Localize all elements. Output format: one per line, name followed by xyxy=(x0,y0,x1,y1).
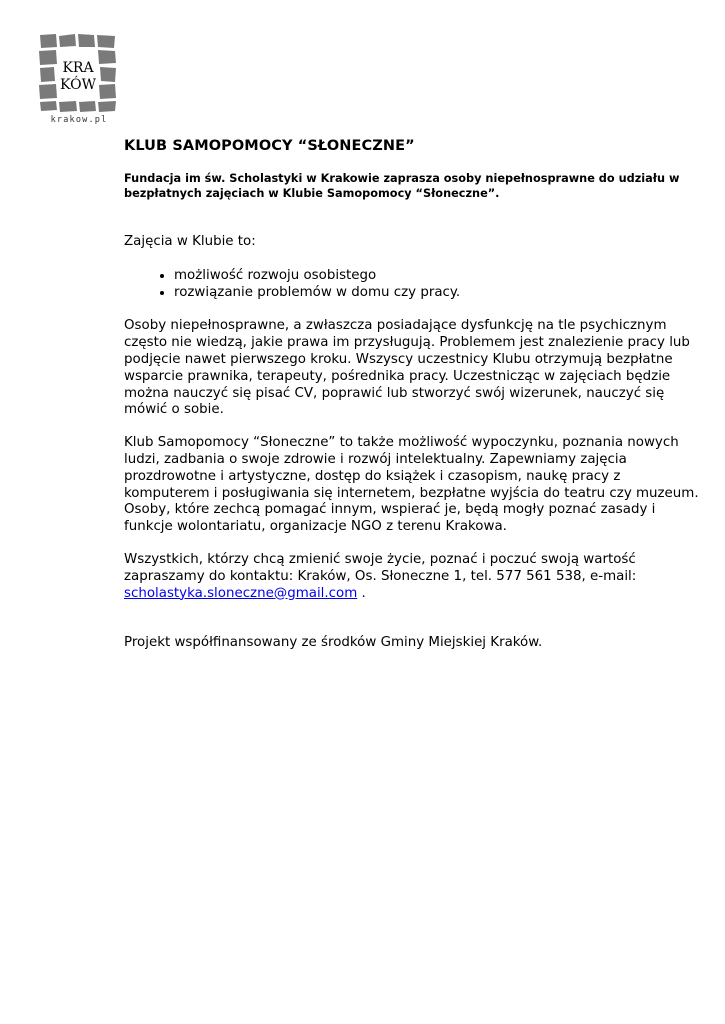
list-item: • rozwiązanie problemów w domu czy pracy. xyxy=(174,285,704,302)
krakow-logo xyxy=(36,32,120,124)
contact-text: Wszystkich, którzy chcą zmienić swoje życie, poznać i poczuć swoją wartość zapraszamy do kontaktu: Kraków, Os. Słoneczne 1, tel. 577 561 538, e-mail: xyxy=(124,551,637,584)
funding-note: Projekt współfinansowany ze środków Gminy Miejskiej Kraków. xyxy=(124,635,543,651)
benefits-list xyxy=(124,268,704,302)
document-body xyxy=(124,138,704,668)
paragraph-contact xyxy=(124,552,704,602)
document-title: KLUB SAMOPOMOCY “SŁONECZNE” xyxy=(124,138,415,154)
email-link[interactable]: scholastyka.sloneczne@gmail.com xyxy=(124,585,358,601)
contact-end: . xyxy=(357,585,366,601)
paragraph-rights: Osoby niepełnosprawne, a zwłaszcza posiadające dysfunkcję na tle psychicznym często nie wiedzą, jakie prawa im przysługują. Problemem jest znalezienie pracy lub podjęcie nawet pierwszego kroku. Wszyscy uczestnicy Klubu otrzymują bezpłatne wsparcie prawnika, terapeuty, pośrednika pracy. Uczestnicząc w zajęciach będzie można nauczyć się pisać CV, poprawić lub stworzyć swój wizerunek, nauczyć się mówić o sobie. xyxy=(124,318,690,418)
paragraph-club: Klub Samopomocy “Słoneczne” to także możliwość wypoczynku, poznania nowych ludzi, zadbania o swoje zdrowie i rozwój intelektualny. Zapewniamy zajęcia prozdrowotne i artystyczne, dostęp do książek i czasopism, naukę pracy z komputerem i posługiwania się internetem, bezpłatne wyjścia do teatru czy muzeum. Osoby, które zechcą pomagać innym, wspierać je, będą mogły poznać zasady i funkcje wolontariatu, organizacje NGO z terenu Krakowa. xyxy=(124,435,699,535)
intro-text: Fundacja im św. Scholastyki w Krakowie zaprasza osoby niepełnosprawne do udziału w bezpłatnych zajęciach w Klubie Samopomocy “Słoneczne”. xyxy=(124,172,680,200)
lead-text: Zajęcia w Klubie to: xyxy=(124,234,256,249)
logo-text-kra: KRA xyxy=(62,60,94,76)
logo-text-kow: KÓW xyxy=(60,77,96,93)
logo-caption: krakow.pl xyxy=(50,115,108,124)
krakow-logo-graphic xyxy=(36,32,120,124)
list-item: • możliwość rozwoju osobistego xyxy=(174,268,704,285)
